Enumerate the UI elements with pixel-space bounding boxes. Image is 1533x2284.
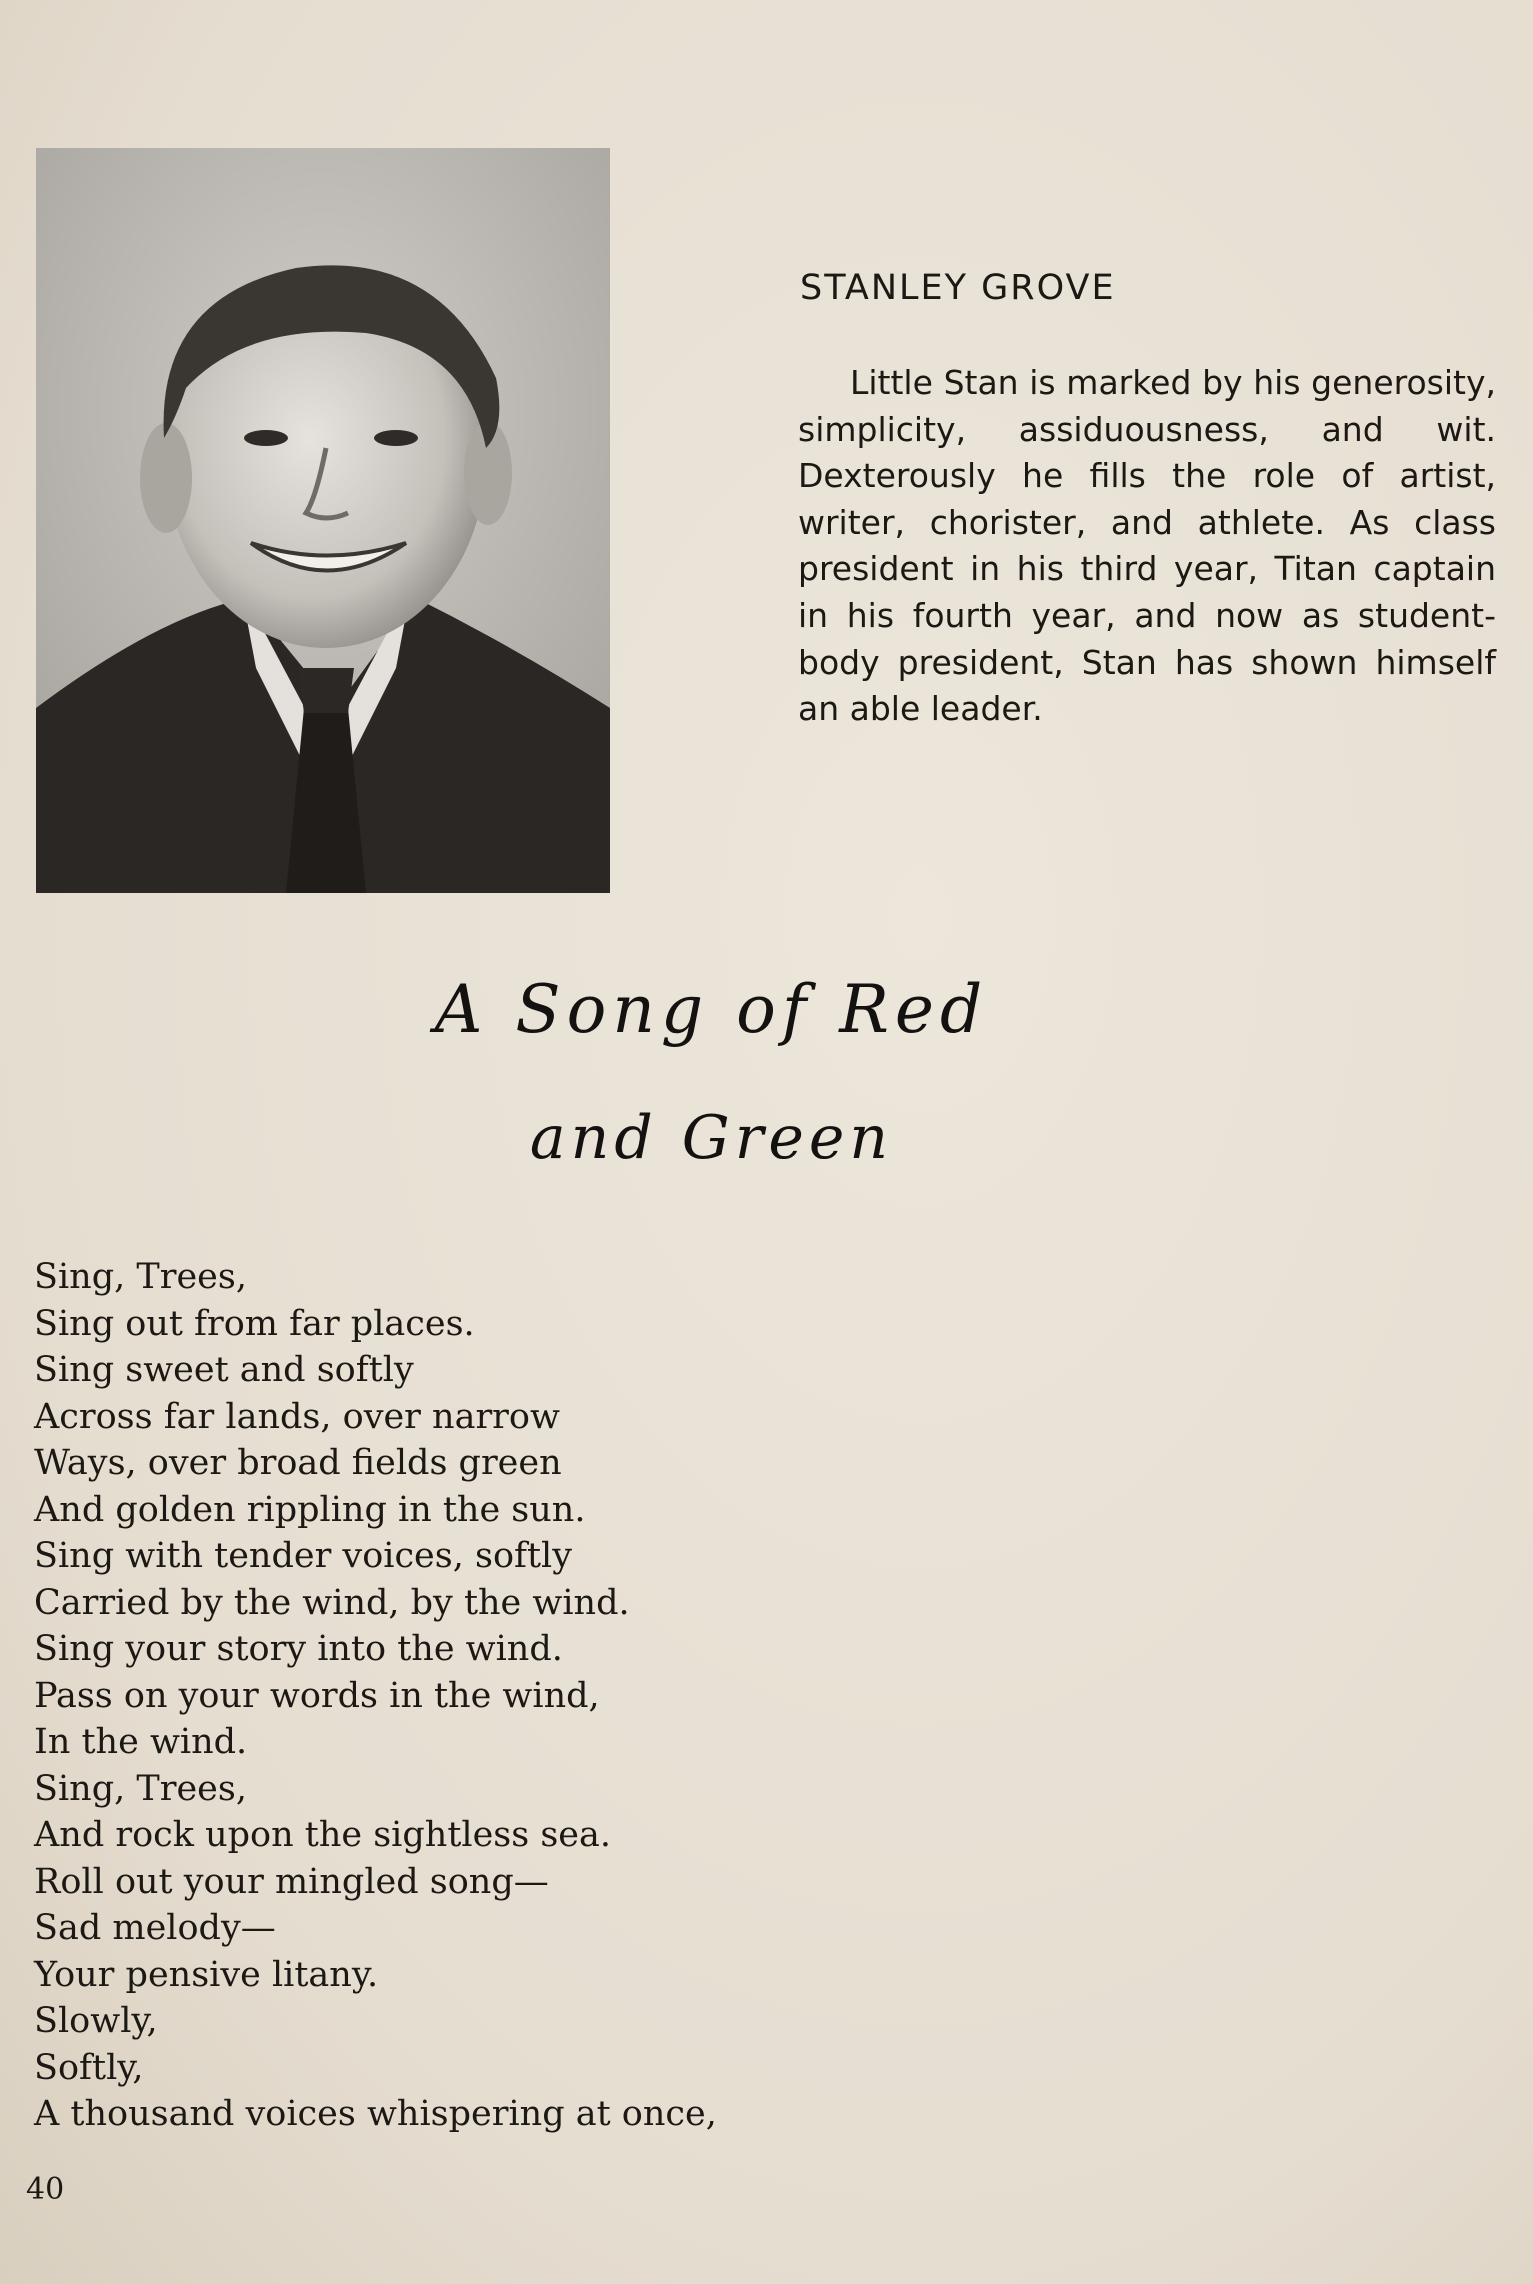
student-name: STANLEY GROVE [800,268,1116,308]
poem-title-line-2: and Green [529,1103,894,1173]
poem-line: Sing with tender voices, softly [34,1536,573,1576]
poem-line: Sing, Trees, [34,1768,247,1809]
poem-line: Softly, [34,2047,144,2088]
poem-line: And rock upon the sightless sea. [34,1815,612,1855]
poem-line: And golden rippling in the sun. [34,1489,586,1530]
poem-title [0,960,1533,1188]
poem-line: Pass on your words in the wind, [34,1675,600,1716]
poem-line: Sing, Trees, [34,1257,247,1297]
poem-body [34,1254,934,2138]
poem-line: Your pensive litany. [34,1954,379,1995]
poem-line: Sad melody— [34,1908,276,1948]
student-bio: Little Stan is marked by his generosity, simplicity, assiduousness, and wit. Dexterously he fills the role of artist, writer, chorister, and athlete. As class president in his third year, Titan captain in his fourth year, and now as student-body president, Stan has shown himself an able leader. [798,363,1496,729]
poem-line: Sing your story into the wind. [34,1629,563,1669]
student-portrait-photo [36,148,610,893]
poem-title-line-1: A Song of Red [434,971,989,1048]
poem-line: Roll out your mingled song— [34,1861,549,1902]
poem-line: Slowly, [34,2001,158,2041]
poem-line: Across far lands, over narrow [34,1396,560,1437]
poem-line: Ways, over broad fields green [34,1443,562,1483]
poem-line: Sing sweet and softly [34,1350,414,1390]
poem-line: In the wind. [34,1722,248,1762]
poem-line: Sing out from far places. [34,1303,475,1344]
page-number: 40 [26,2172,65,2207]
poem-line: A thousand voices whispering at once, [34,2094,717,2134]
poem-line: Carried by the wind, by the wind. [34,1582,630,1623]
